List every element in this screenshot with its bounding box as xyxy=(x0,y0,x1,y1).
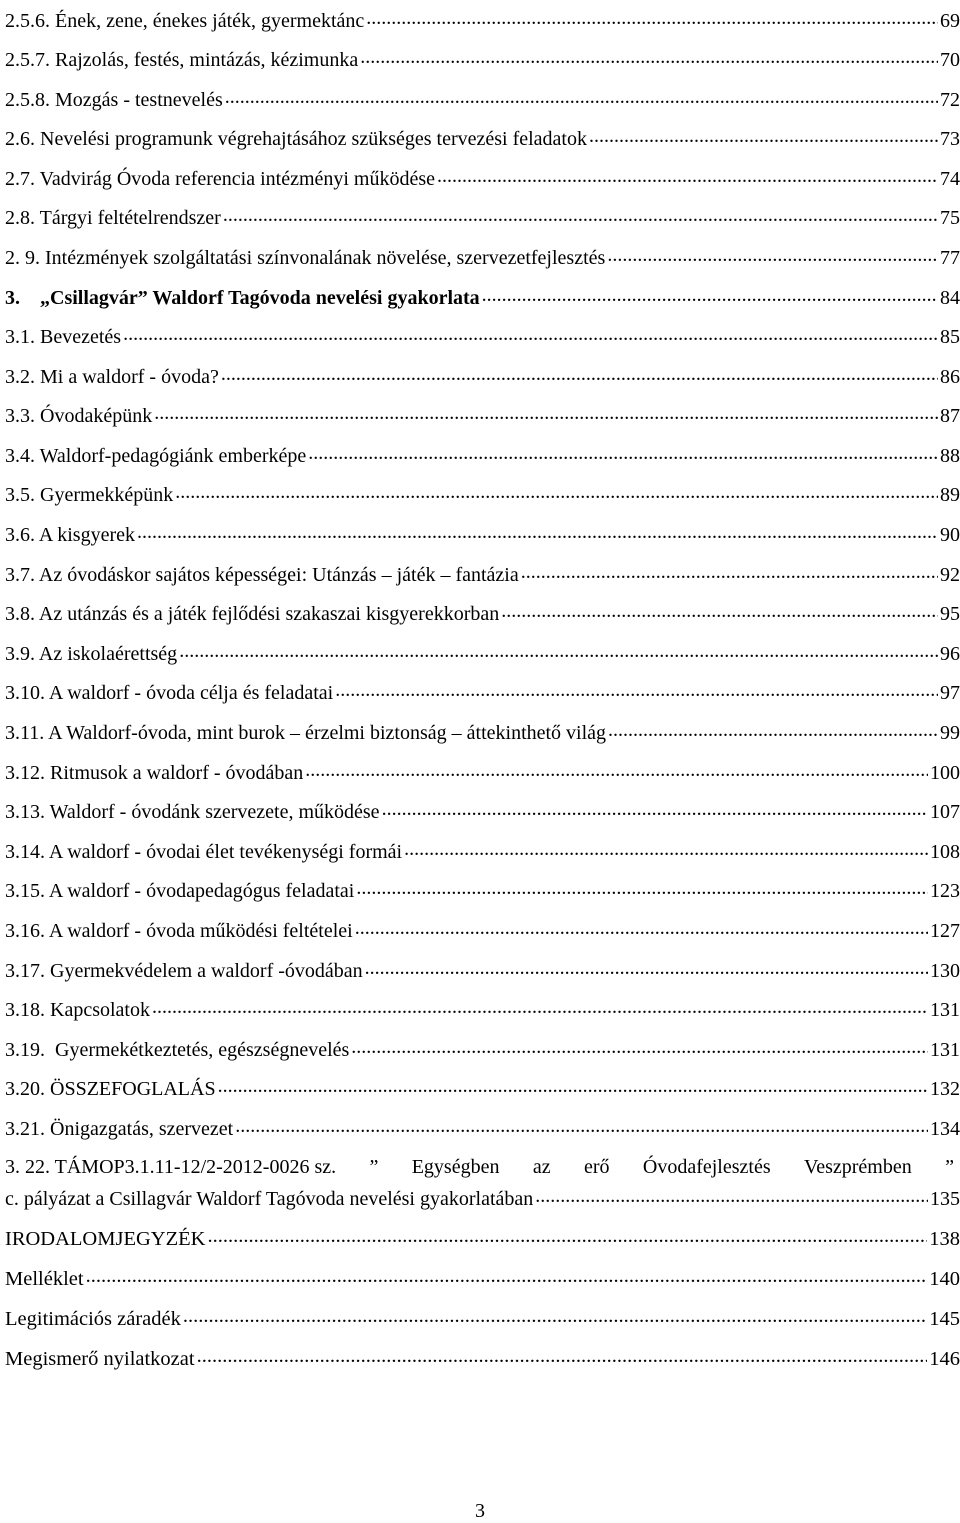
toc-leader xyxy=(304,759,928,779)
toc-entry-title: 3.4. Waldorf-pedagógiánk emberképe xyxy=(5,445,307,467)
toc-entry-page: 89 xyxy=(940,484,960,506)
toc-entry[interactable] xyxy=(5,600,960,626)
toc-entry-title: Megismerő nyilatkozat xyxy=(5,1348,195,1370)
toc-leader xyxy=(365,7,938,27)
toc-entry[interactable] xyxy=(5,877,960,903)
toc-entry-title: 3.8. Az utánzás és a játék fejlődési szakaszai kisgyerekkorban xyxy=(5,603,500,625)
toc-entry[interactable] xyxy=(5,442,960,468)
toc-entry-appendix[interactable] xyxy=(5,1265,960,1291)
toc-entry-page: 131 xyxy=(930,1039,960,1061)
toc-entry-title: 3.17. Gyermekvédelem a waldorf -óvodában xyxy=(5,960,363,982)
toc-entry-title: 3.20. ÖSSZEFOGLALÁS xyxy=(5,1078,216,1100)
toc-entry-page: 88 xyxy=(940,445,960,467)
toc-entry-title: 3.9. Az iskolaérettség xyxy=(5,643,178,665)
toc-leader xyxy=(153,402,938,422)
toc-entry[interactable] xyxy=(5,165,960,191)
toc-entry[interactable] xyxy=(5,481,960,507)
toc-leader xyxy=(196,1345,928,1365)
toc-leader xyxy=(606,244,938,264)
toc-entry-page: 99 xyxy=(940,722,960,744)
toc-leader xyxy=(217,1075,928,1095)
toc-entry-page: 131 xyxy=(930,999,960,1021)
toc-entry-page: 146 xyxy=(929,1348,960,1370)
toc-leader xyxy=(350,1036,928,1056)
toc-entry-page: 135 xyxy=(930,1188,960,1210)
toc-entry-page: 90 xyxy=(940,524,960,546)
toc-entry-title: 3.13. Waldorf - óvodánk szervezete, működése xyxy=(5,801,380,823)
toc-entry[interactable] xyxy=(5,46,960,72)
toc-entry-page: 87 xyxy=(940,405,960,427)
toc-entry[interactable] xyxy=(5,838,960,864)
toc-entry-title: 3.15. A waldorf - óvodapedagógus feladatai xyxy=(5,880,355,902)
toc-entry-title: 2.6. Nevelési programunk végrehajtásához szükséges tervezési feladatok xyxy=(5,128,587,150)
toc-word: Egységben xyxy=(411,1156,500,1178)
toc-leader xyxy=(85,1265,928,1285)
toc-entry-title: 2.5.8. Mozgás - testnevelés xyxy=(5,89,223,111)
toc-leader xyxy=(222,204,938,224)
toc-entry-chapter[interactable] xyxy=(5,284,960,310)
toc-entry-page: 130 xyxy=(930,960,960,982)
toc-word: erő xyxy=(583,1156,610,1178)
toc-leader xyxy=(588,125,938,145)
toc-entry[interactable] xyxy=(5,957,960,983)
toc-leader xyxy=(381,798,928,818)
toc-entry-page: 107 xyxy=(930,801,960,823)
toc-entry-title: 3.7. Az óvodáskor sajátos képességei: Utánzás – játék – fantázia xyxy=(5,564,519,586)
toc-entry-page: 92 xyxy=(940,564,960,586)
toc-entry-title: Legitimációs záradék xyxy=(5,1308,181,1330)
toc-entry-page: 100 xyxy=(930,762,960,784)
toc-leader xyxy=(534,1185,928,1205)
toc-entry-page: 127 xyxy=(930,920,960,942)
toc-entry[interactable] xyxy=(5,323,960,349)
toc-entry[interactable] xyxy=(5,125,960,151)
toc-entry-page: 73 xyxy=(940,128,960,150)
toc-entry-page: 95 xyxy=(940,603,960,625)
toc-entry-multiline-first[interactable] xyxy=(5,1155,954,1179)
toc-entry-title: 3.12. Ritmusok a waldorf - óvodában xyxy=(5,762,304,784)
toc-entry[interactable] xyxy=(5,1036,960,1062)
toc-entry-title: 3.11. A Waldorf-óvoda, mint burok – érzelmi biztonság – áttekinthető világ xyxy=(5,722,607,744)
toc-entry[interactable] xyxy=(5,204,960,230)
toc-leader xyxy=(436,165,938,185)
toc-entry-title: 3.14. A waldorf - óvodai élet tevékenységi formái xyxy=(5,841,403,863)
toc-entry-statement[interactable] xyxy=(5,1345,960,1371)
toc-entry-title: 3.19. Gyermekétkeztetés, egészségnevelés xyxy=(5,1039,350,1061)
toc-leader xyxy=(307,442,938,462)
toc-leader xyxy=(334,679,938,699)
toc-leader xyxy=(220,363,938,383)
toc-entry-page: 132 xyxy=(930,1078,960,1100)
toc-entry-page: 70 xyxy=(940,49,960,71)
toc-entry-title: 2.5.7. Rajzolás, festés, mintázás, kézimunka xyxy=(5,49,359,71)
toc-entry-page: 96 xyxy=(940,643,960,665)
toc-entry-title: IRODALOMJEGYZÉK xyxy=(5,1228,206,1250)
toc-leader xyxy=(607,719,938,739)
toc-entry-title: 2.8. Tárgyi feltételrendszer xyxy=(5,207,221,229)
toc-leader xyxy=(182,1305,927,1325)
toc-entry-bibliography[interactable] xyxy=(5,1225,960,1251)
toc-entry-title: 3.21. Önigazgatás, szervezet xyxy=(5,1118,234,1140)
toc-entry-title: Melléklet xyxy=(5,1268,84,1290)
toc-entry[interactable] xyxy=(5,561,960,587)
toc-entry-title: 3. „Csillagvár” Waldorf Tagóvoda nevelési gyakorlata xyxy=(5,287,480,309)
toc-leader xyxy=(234,1115,928,1135)
toc-leader xyxy=(354,917,928,937)
toc-entry[interactable] xyxy=(5,521,960,547)
toc-entry-page: 77 xyxy=(940,247,960,269)
toc-entry-page: 74 xyxy=(940,168,960,190)
toc-leader xyxy=(359,46,938,66)
toc-leader xyxy=(224,86,938,106)
page-number: 3 xyxy=(475,1500,485,1522)
toc-word: ” xyxy=(369,1156,379,1178)
toc-entry-title: 3.1. Bevezetés xyxy=(5,326,122,348)
toc-leader xyxy=(151,996,928,1016)
toc-word: ” xyxy=(945,1156,954,1178)
toc-entry-page: 140 xyxy=(929,1268,960,1290)
toc-entry-title: 3.10. A waldorf - óvoda célja és feladatai xyxy=(5,682,334,704)
toc-entry-multiline-second[interactable] xyxy=(5,1185,960,1211)
toc-word: Óvodafejlesztés xyxy=(642,1156,771,1178)
toc-entry-title: 3.16. A waldorf - óvoda működési feltételei xyxy=(5,920,353,942)
toc-entry-title: 3.2. Mi a waldorf - óvoda? xyxy=(5,366,219,388)
toc-entry-page: 75 xyxy=(940,207,960,229)
toc-entry[interactable] xyxy=(5,402,960,428)
toc-leader xyxy=(364,957,928,977)
toc-leader xyxy=(206,1225,927,1245)
toc-leader xyxy=(355,877,928,897)
toc-leader xyxy=(520,561,938,581)
toc-entry-title: 3.6. A kisgyerek xyxy=(5,524,135,546)
toc-entry-title: c. pályázat a Csillagvár Waldorf Tagóvoda nevelési gyakorlatában xyxy=(5,1188,534,1210)
toc-entry-legitimation[interactable] xyxy=(5,1305,960,1331)
toc-entry-page: 84 xyxy=(940,287,960,309)
toc-entry[interactable] xyxy=(5,1075,960,1101)
toc-entry[interactable] xyxy=(5,917,960,943)
toc-entry-title: 2.7. Vadvirág Óvoda referencia intézményi működése xyxy=(5,168,436,190)
toc-entry[interactable] xyxy=(5,1115,960,1141)
toc-entry-page: 86 xyxy=(940,366,960,388)
toc-leader xyxy=(136,521,938,541)
toc-entry-page: 108 xyxy=(930,841,960,863)
toc-leader xyxy=(481,284,938,304)
toc-entry-page: 145 xyxy=(929,1308,960,1330)
toc-entry[interactable] xyxy=(5,86,960,112)
toc-entry[interactable] xyxy=(5,996,960,1022)
toc-word: 3. 22. TÁMOP3.1.11-12/2-2012-0026 sz. xyxy=(5,1156,337,1178)
toc-leader xyxy=(122,323,938,343)
toc-word: Veszprémben xyxy=(803,1156,912,1178)
toc-leader xyxy=(500,600,938,620)
toc-entry-page: 134 xyxy=(930,1118,960,1140)
toc-entry-title: 3.3. Óvodaképünk xyxy=(5,405,153,427)
toc-entry-page: 69 xyxy=(940,10,960,32)
toc-word: az xyxy=(532,1156,551,1178)
toc-entry-title: 3.18. Kapcsolatok xyxy=(5,999,150,1021)
toc-entry-title: 2. 9. Intézmények szolgáltatási színvonalának növelése, szervezetfejlesztés xyxy=(5,247,606,269)
toc-entry-title: 2.5.6. Ének, zene, énekes játék, gyermektánc xyxy=(5,10,365,32)
toc-entry[interactable] xyxy=(5,640,960,666)
toc-leader xyxy=(403,838,928,858)
toc-entry[interactable] xyxy=(5,7,960,33)
toc-leader xyxy=(174,481,938,501)
toc-entry[interactable] xyxy=(5,798,960,824)
toc-entry[interactable] xyxy=(5,363,960,389)
toc-entry-page: 72 xyxy=(940,89,960,111)
toc-entry[interactable] xyxy=(5,244,960,270)
toc-entry-page: 123 xyxy=(930,880,960,902)
toc-entry-page: 85 xyxy=(940,326,960,348)
toc-entry-page: 138 xyxy=(929,1228,960,1250)
toc-entry[interactable] xyxy=(5,759,960,785)
toc-leader xyxy=(178,640,938,660)
toc-entry[interactable] xyxy=(5,719,960,745)
toc-entry-page: 97 xyxy=(940,682,960,704)
toc-entry[interactable] xyxy=(5,679,960,705)
toc-entry-title: 3.5. Gyermekképünk xyxy=(5,484,174,506)
